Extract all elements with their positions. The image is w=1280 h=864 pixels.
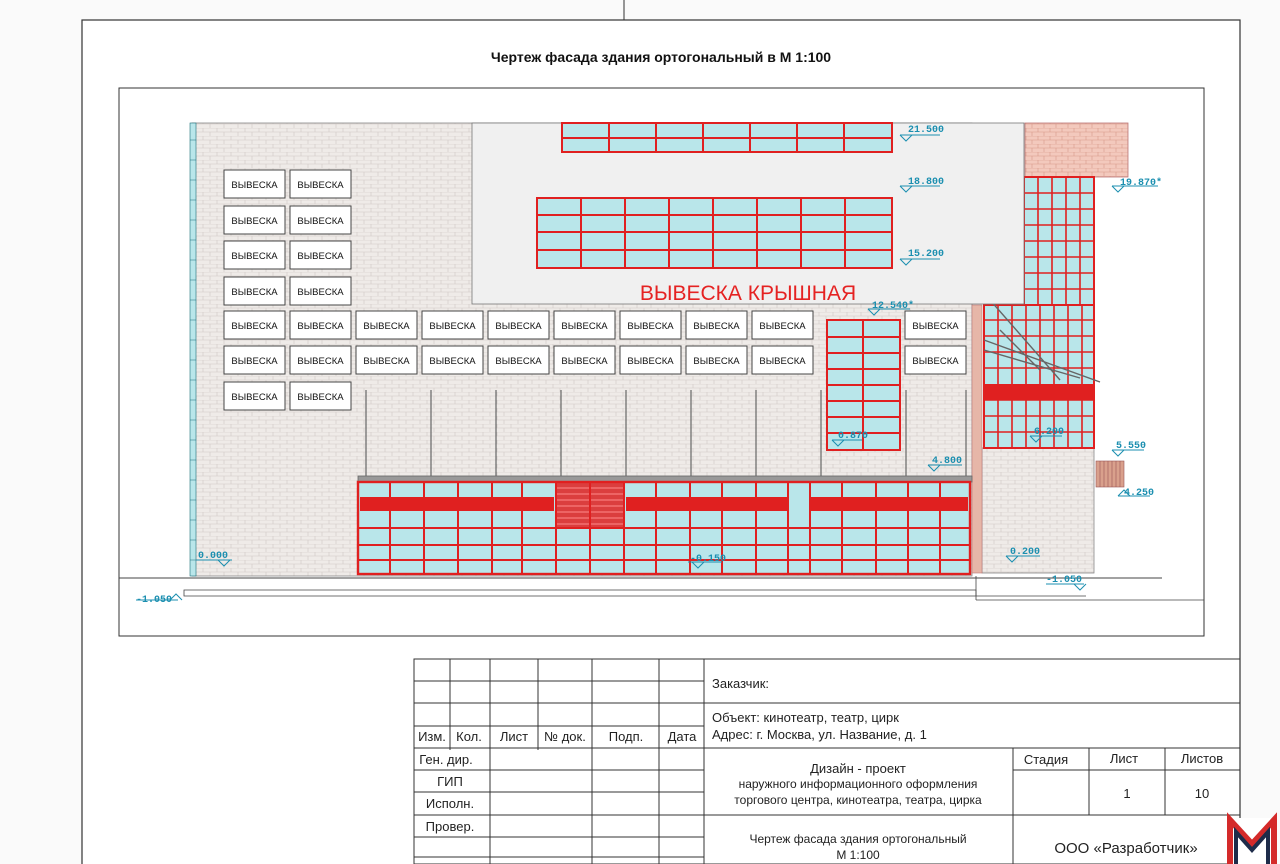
roof-sign-text: ВЫВЕСКА КРЫШНАЯ — [639, 282, 857, 305]
sign-box — [224, 382, 285, 410]
svg-text:-0.150: -0.150 — [690, 554, 727, 565]
svg-text:ВЫВЕСКА: ВЫВЕСКА — [297, 321, 344, 332]
svg-text:ВЫВЕСКА: ВЫВЕСКА — [297, 287, 344, 298]
elevation-mark — [1118, 488, 1154, 499]
svg-text:ВЫВЕСКА: ВЫВЕСКА — [912, 321, 959, 332]
top-window-band — [562, 123, 892, 152]
svg-text:ВЫВЕСКА: ВЫВЕСКА — [759, 356, 806, 367]
svg-text:6.200: 6.200 — [1034, 427, 1065, 438]
svg-text:ВЫВЕСКА: ВЫВЕСКА — [495, 321, 542, 332]
svg-text:0.000: 0.000 — [198, 551, 229, 562]
sign-box — [290, 277, 351, 305]
header-izm: Изм. — [418, 729, 446, 744]
svg-text:ВЫВЕСКА: ВЫВЕСКА — [429, 321, 476, 332]
svg-text:ВЫВЕСКА: ВЫВЕСКА — [693, 356, 740, 367]
svg-text:ВЫВЕСКА: ВЫВЕСКА — [561, 321, 608, 332]
role-gen-dir: Ген. дир. — [419, 752, 473, 767]
project-line-3: торгового центра, кинотеатра, театра, цирка — [734, 793, 982, 807]
company-name: ООО «Разработчик» — [1054, 840, 1198, 857]
drawing-title: Чертеж фасада здания ортогональный в М 1:100 — [490, 49, 832, 65]
sign-box — [422, 311, 483, 339]
customer-label: Заказчик: — [712, 676, 770, 691]
m-logo-icon — [1228, 818, 1276, 864]
sheet-label: Лист — [1109, 751, 1139, 766]
drawing-name: Чертеж фасада здания ортогональный — [749, 832, 967, 846]
sign-box — [905, 311, 966, 339]
svg-text:5.550: 5.550 — [1116, 441, 1147, 452]
middle-window-band — [537, 198, 892, 268]
svg-text:4.250: 4.250 — [1124, 488, 1155, 499]
sign-box — [554, 346, 615, 374]
svg-text:ВЫВЕСКА: ВЫВЕСКА — [297, 251, 344, 262]
svg-text:ВЫВЕСКА: ВЫВЕСКА — [231, 356, 278, 367]
drawing-scale: М 1:100 — [836, 848, 880, 862]
sign-box — [290, 206, 351, 234]
svg-text:ВЫВЕСКА: ВЫВЕСКА — [231, 321, 278, 332]
role-prover: Провер. — [425, 819, 475, 834]
svg-text:ВЫВЕСКА: ВЫВЕСКА — [231, 392, 278, 403]
svg-text:12.540*: 12.540* — [872, 301, 915, 312]
svg-text:19.870*: 19.870* — [1120, 178, 1163, 189]
svg-text:ВЫВЕСКА: ВЫВЕСКА — [231, 180, 278, 191]
sign-box — [905, 346, 966, 374]
sign-box — [356, 311, 417, 339]
sign-box — [290, 241, 351, 269]
sign-box — [290, 346, 351, 374]
sign-box — [224, 206, 285, 234]
project-line-2: наружного информационного оформления — [738, 777, 978, 791]
sign-box — [290, 311, 351, 339]
sign-box — [752, 311, 813, 339]
svg-text:ВЫВЕСКА: ВЫВЕСКА — [495, 356, 542, 367]
role-ispoln: Исполн. — [425, 796, 475, 811]
address-line: Адрес: г. Москва, ул. Название, д. 1 — [712, 727, 927, 742]
sign-box — [224, 241, 285, 269]
header-sign: Подп. — [608, 729, 644, 744]
role-gip: ГИП — [437, 774, 463, 789]
sign-box — [620, 346, 681, 374]
svg-text:15.200: 15.200 — [908, 249, 945, 260]
sheet-number: 1 — [1123, 786, 1131, 801]
svg-text:ВЫВЕСКА: ВЫВЕСКА — [429, 356, 476, 367]
svg-text:0.200: 0.200 — [1010, 547, 1041, 558]
svg-text:ВЫВЕСКА: ВЫВЕСКА — [297, 216, 344, 227]
svg-text:ВЫВЕСКА: ВЫВЕСКА — [363, 356, 410, 367]
sign-box — [290, 170, 351, 198]
svg-text:ВЫВЕСКА: ВЫВЕСКА — [363, 321, 410, 332]
svg-text:4.800: 4.800 — [932, 456, 963, 467]
sign-box — [488, 311, 549, 339]
sign-box — [752, 346, 813, 374]
sign-box — [686, 311, 747, 339]
svg-text:ВЫВЕСКА: ВЫВЕСКА — [231, 216, 278, 227]
header-kol: Кол. — [456, 729, 482, 744]
svg-text:ВЫВЕСКА: ВЫВЕСКА — [231, 251, 278, 262]
project-title: Дизайн - проект — [810, 761, 906, 776]
svg-text:ВЫВЕСКА: ВЫВЕСКА — [627, 321, 674, 332]
pink-column — [972, 305, 982, 573]
shopfront — [358, 482, 970, 574]
sign-box — [224, 311, 285, 339]
svg-text:ВЫВЕСКА: ВЫВЕСКА — [297, 180, 344, 191]
svg-text:ВЫВЕСКА: ВЫВЕСКА — [231, 287, 278, 298]
sign-box — [554, 311, 615, 339]
sign-box — [224, 170, 285, 198]
svg-text:ВЫВЕСКА: ВЫВЕСКА — [297, 356, 344, 367]
header-date: Дата — [667, 729, 697, 744]
sign-box — [488, 346, 549, 374]
svg-text:ВЫВЕСКА: ВЫВЕСКА — [627, 356, 674, 367]
sign-box — [686, 346, 747, 374]
sign-box — [224, 346, 285, 374]
svg-text:ВЫВЕСКА: ВЫВЕСКА — [561, 356, 608, 367]
svg-text:-1.050: -1.050 — [1046, 575, 1083, 586]
sheets-label: Листов — [1180, 751, 1224, 766]
sign-box — [620, 311, 681, 339]
svg-text:0.870: 0.870 — [838, 431, 869, 442]
sign-box — [224, 277, 285, 305]
sign-box — [356, 346, 417, 374]
pink-brick-corner — [1025, 123, 1128, 177]
facade — [119, 123, 1204, 600]
svg-text:ВЫВЕСКА: ВЫВЕСКА — [297, 392, 344, 403]
svg-text:ВЫВЕСКА: ВЫВЕСКА — [693, 321, 740, 332]
svg-text:-1.050: -1.050 — [136, 595, 173, 606]
header-doc: № док. — [544, 729, 586, 744]
stage-label: Стадия — [1023, 752, 1069, 767]
small-balcony — [1096, 461, 1124, 487]
object-line: Объект: кинотеатр, театр, цирк — [712, 710, 899, 725]
sign-box — [290, 382, 351, 410]
svg-text:21.500: 21.500 — [908, 125, 945, 136]
svg-text:18.800: 18.800 — [908, 177, 945, 188]
header-list: Лист — [499, 729, 529, 744]
sign-box — [422, 346, 483, 374]
sheets-total: 10 — [1194, 786, 1210, 801]
svg-text:ВЫВЕСКА: ВЫВЕСКА — [912, 356, 959, 367]
left-glass-strip — [190, 123, 196, 576]
svg-text:ВЫВЕСКА: ВЫВЕСКА — [759, 321, 806, 332]
